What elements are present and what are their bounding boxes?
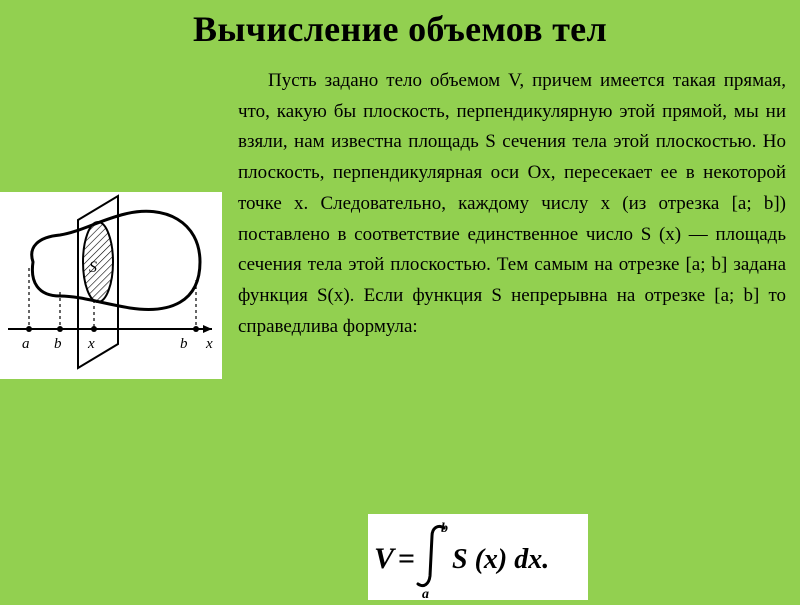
volume-formula — [368, 514, 588, 600]
formula-integrand: S (x) dx. — [452, 544, 550, 575]
slide-title: Вычисление объемов тел — [193, 9, 607, 49]
section-label: S — [89, 259, 97, 276]
cross-section-area — [83, 222, 113, 302]
x-axis-arrow — [203, 325, 212, 333]
axis-label-x-end: x — [206, 336, 213, 352]
body-cross-section-figure — [0, 192, 222, 379]
formula-upper-limit: b — [441, 521, 448, 536]
formula-lower-limit: a — [422, 587, 429, 600]
axis-label-b: b — [54, 336, 62, 352]
axis-label-x: x — [88, 336, 95, 352]
explanation-paragraph: Пусть задано тело объемом V, причем имеется такая прямая, что, какую бы плоскость, перпендикулярную этой прямой, мы ни взяли, нам известна площадь S сечения тела этой плоскостью. Но плоскость, перпендикулярная оси Ох, пересекает ее в некоторой точке х. Следовательно, каждому числу х (из отрезка [a; b]) поставлено в соответствие единственное число S (x) — площадь сечения тела этой плоскостью. Тем самым на отрезке [a; b] задана функция S(x). Если функция S непрерывна на отрезке [a; b] то справедлива формула: — [238, 70, 786, 337]
body-outline — [32, 211, 200, 309]
axis-label-a: a — [22, 336, 30, 352]
axis-label-b-right: b — [180, 336, 188, 352]
formula-equals: = — [398, 542, 416, 575]
formula-lhs: V — [374, 542, 395, 575]
